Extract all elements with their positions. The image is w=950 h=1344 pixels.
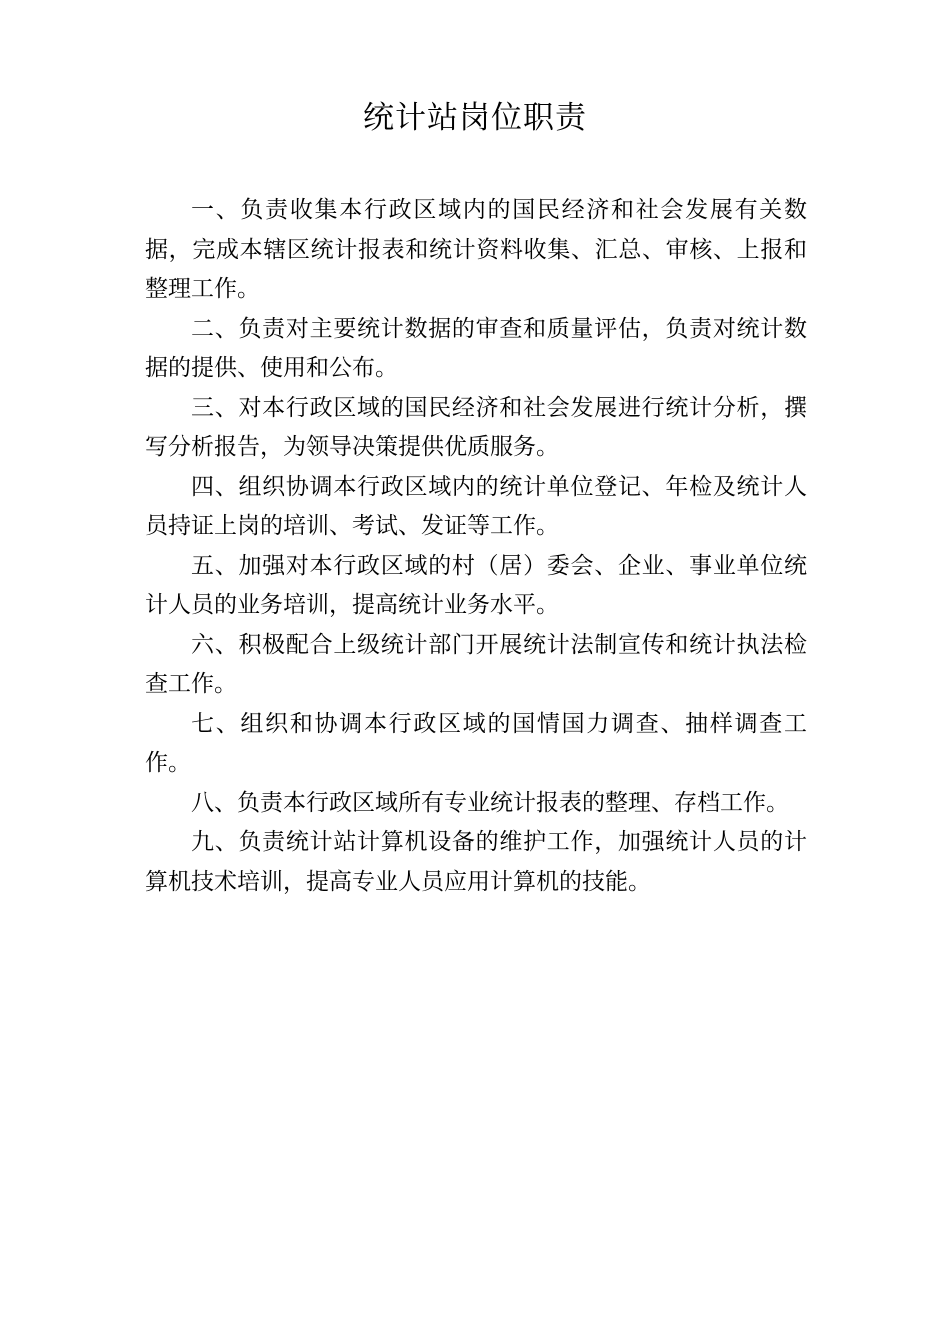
paragraph-5: 五、加强对本行政区域的村（居）委会、企业、事业单位统计人员的业务培训，提高统计业务水平。 [145,552,807,618]
paragraph-4: 四、组织协调本行政区域内的统计单位登记、年检及统计人员持证上岗的培训、考试、发证等工作。 [145,473,807,539]
paragraph-3: 三、对本行政区域的国民经济和社会发展进行统计分析，撰写分析报告，为领导决策提供优质服务。 [145,394,807,460]
paragraph-2: 二、负责对主要统计数据的审查和质量评估，负责对统计数据的提供、使用和公布。 [145,315,807,381]
paragraph-6: 六、积极配合上级统计部门开展统计法制宣传和统计执法检查工作。 [145,631,807,697]
paragraph-1: 一、负责收集本行政区域内的国民经济和社会发展有关数据，完成本辖区统计报表和统计资料收集、汇总、审核、上报和整理工作。 [145,197,807,302]
paragraph-8: 八、负责本行政区域所有专业统计报表的整理、存档工作。 [191,789,789,816]
paragraph-7: 七、组织和协调本行政区域的国情国力调查、抽样调查工作。 [145,710,807,776]
document-body [145,191,807,902]
document-title: 统计站岗位职责 [363,100,587,136]
paragraph-9: 九、负责统计站计算机设备的维护工作，加强统计人员的计算机技术培训，提高专业人员应用计算机的技能。 [145,829,807,895]
